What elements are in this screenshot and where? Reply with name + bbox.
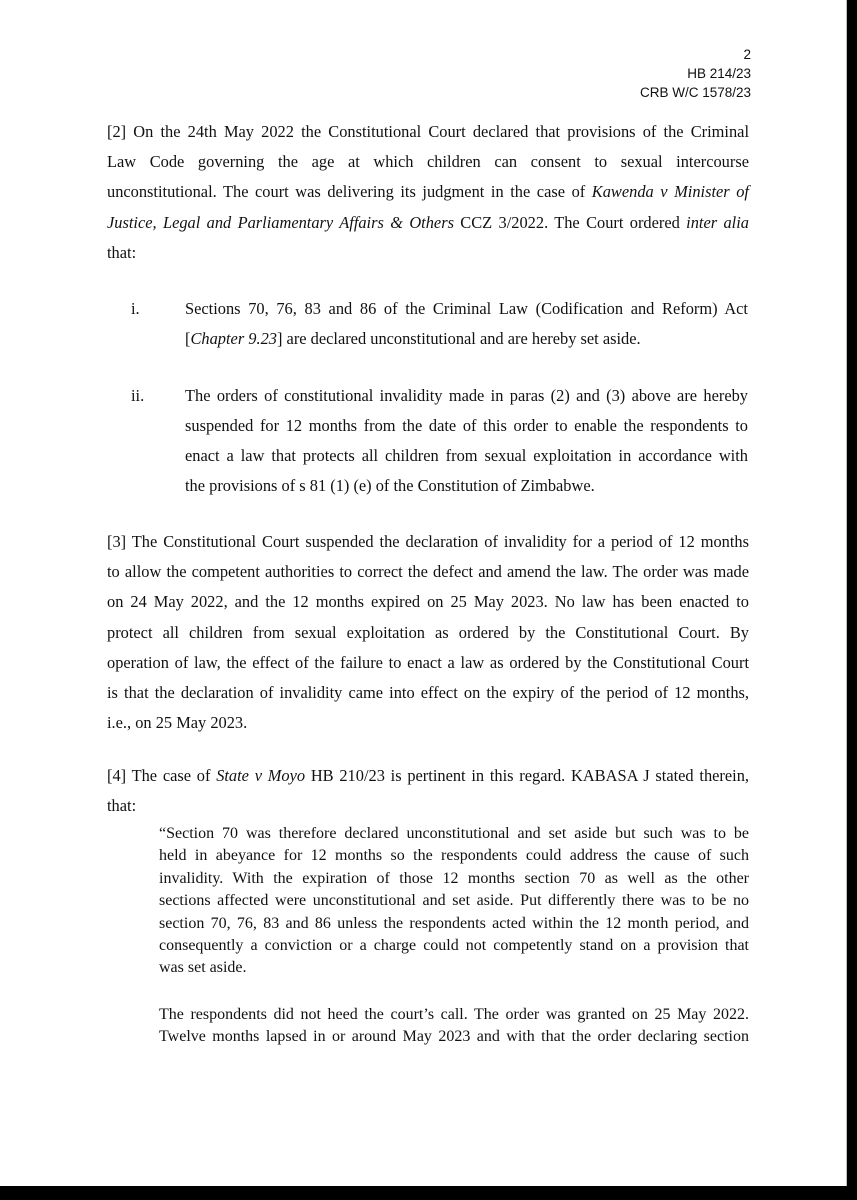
text-run: HB 210/23 is pertinent in this regard. KABASA J stated therein, [305,766,749,785]
paragraph-line [107,177,749,207]
order-line [185,324,748,354]
order-line: The orders of constitutional invalidity made in paras (2) and (3) above are hereby [185,386,748,405]
quote-line: sections affected were unconstitutional and set aside. Put differently there was to be no [159,892,749,910]
order-numeral: ii. [131,386,145,405]
quote-continuation [159,1004,749,1049]
paragraph-line: to allow the competent authorities to correct the defect and amend the law. The order was made [107,562,749,582]
case-reference: HB 214/23 [687,66,751,81]
case-name: Kawenda v Minister of [591,182,749,202]
quote-line: section 70, 76, 83 and 86 unless the respondents acted within the 12 month period, and [159,914,749,932]
paragraph-line: that: [107,242,137,262]
case-name: State v Moyo [216,766,306,785]
quote-line: Twelve months lapsed in or around May 2023 and with that the order declaring section [159,1028,749,1046]
paragraph-line: that: [107,796,137,816]
paragraph-line: is that the declaration of invalidity came into effect on the expiry of the period of 12 months, [107,683,749,703]
crb-reference: CRB W/C 1578/23 [639,85,751,100]
order-item-ii [185,381,748,501]
quote-line: The respondents did not heed the court’s call. The order was granted on 25 May 2022. [159,1006,749,1023]
order-item-i [185,294,748,354]
paragraph-3 [107,527,749,738]
quote-line: was set aside. [159,959,247,977]
order-line: suspended for 12 months from the date of this order to enable the respondents to [185,416,748,435]
order-line: the provisions of s 81 (1) (e) of the Constitution of Zimbabwe. [185,476,595,495]
latin-phrase: inter alia [686,212,749,232]
quote-line: consequently a conviction or a charge could not competently stand on a provision that [159,937,749,955]
text-run: [4] The case of [107,766,217,785]
quote-line: “Section 70 was therefore declared unconstitutional and set aside but such was to be [159,825,749,842]
paragraph-2 [107,117,749,268]
paragraph-line: [2] On the 24th May 2022 the Constitutional Court declared that provisions of the Criminal [107,122,749,141]
paragraph-4 [107,761,749,821]
paragraph-line: [3] The Constitutional Court suspended the declaration of invalidity for a period of 12 months [107,532,749,551]
page-number: 2 [743,47,751,62]
block-quote [159,823,749,980]
case-name: Justice, Legal and Parliamentary Affairs & Others [107,212,454,232]
page-header [640,45,751,102]
paragraph-line [107,208,749,238]
paragraph-line [107,761,749,791]
paragraph-line: protect all children from sexual exploitation as ordered by the Constitutional Court. By [107,622,749,642]
quote-line: invalidity. With the expiration of those 12 months section 70 as well as the other [159,869,749,887]
paragraph-line: i.e., on 25 May 2023. [107,713,248,733]
paragraph-line: Law Code governing the age at which children can consent to sexual intercourse [107,152,749,172]
order-numeral: i. [131,299,140,318]
text-run: ] are declared unconstitutional and are hereby set aside. [276,329,641,348]
text-run: unconstitutional. The court was delivering its judgment in the case of [107,182,592,202]
quote-line: held in abeyance for 12 months so the respondents could address the cause of such [159,847,749,865]
paragraph-line: on 24 May 2022, and the 12 months expired on 25 May 2023. No law has been enacted to [107,592,749,612]
order-line: enact a law that protects all children from sexual exploitation in accordance with [185,446,748,465]
text-run: CCZ 3/2022. The Court ordered [453,212,687,232]
paragraph-line: operation of law, the effect of the failure to enact a law as ordered by the Constitutional Court [107,652,749,672]
chapter-ref: Chapter 9.23 [190,329,277,348]
bracket: [ [185,329,191,348]
order-line: Sections 70, 76, 83 and 86 of the Criminal Law (Codification and Reform) Act [185,299,748,318]
